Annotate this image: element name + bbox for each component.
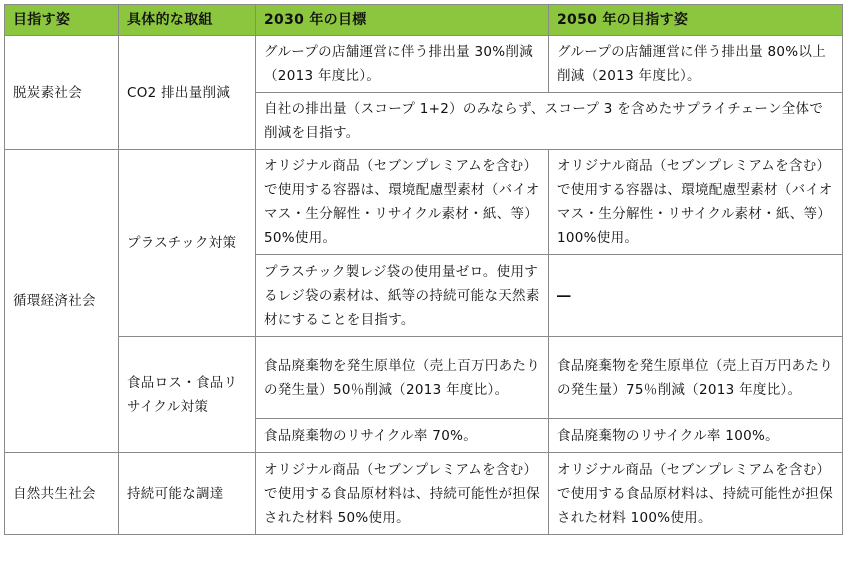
action-plastic: プラスチック対策 xyxy=(119,150,256,337)
nature-2030: オリジナル商品（セブンプレミアムを含む）で使用する食品原材料は、持続可能性が担保された材料 50%使用。 xyxy=(256,453,549,535)
bag-2050: ― xyxy=(549,255,843,337)
action-food: 食品ロス・食品リサイクル対策 xyxy=(119,337,256,453)
table-row xyxy=(5,36,843,93)
goal-nature: 自然共生社会 xyxy=(5,453,119,535)
header-action: 具体的な取組 xyxy=(119,5,256,36)
recycle-2050: 食品廃棄物のリサイクル率 100%。 xyxy=(549,419,843,453)
plastic-2030: オリジナル商品（セブンプレミアムを含む）で使用する容器は、環境配慮型素材（バイオマス・生分解性・リサイクル素材・紙、等）50%使用。 xyxy=(256,150,549,255)
decarbon-2030: グループの店舗運営に伴う排出量 30%削減（2013 年度比）。 xyxy=(256,36,549,93)
header-goal: 目指す姿 xyxy=(5,5,119,36)
recycle-2030: 食品廃棄物のリサイクル率 70%。 xyxy=(256,419,549,453)
food-2030: 食品廃棄物を発生原単位（売上百万円あたりの発生量）50％削減（2013 年度比）。 xyxy=(256,337,549,419)
bag-2030: プラスチック製レジ袋の使用量ゼロ。使用するレジ袋の素材は、紙等の持続可能な天然素材にすることを目指す。 xyxy=(256,255,549,337)
header-2030: 2030 年の目標 xyxy=(256,5,549,36)
header-row xyxy=(5,5,843,36)
table-row xyxy=(5,453,843,535)
goal-decarbon: 脱炭素社会 xyxy=(5,36,119,150)
action-procurement: 持続可能な調達 xyxy=(119,453,256,535)
environmental-goals-table xyxy=(4,4,843,535)
table-row xyxy=(5,337,843,419)
header-2050: 2050 年の目指す姿 xyxy=(549,5,843,36)
table-row xyxy=(5,150,843,255)
plastic-2050: オリジナル商品（セブンプレミアムを含む）で使用する容器は、環境配慮型素材（バイオマス・生分解性・リサイクル素材・紙、等）100%使用。 xyxy=(549,150,843,255)
goal-circular: 循環経済社会 xyxy=(5,150,119,453)
action-co2: CO2 排出量削減 xyxy=(119,36,256,150)
food-2050: 食品廃棄物を発生原単位（売上百万円あたりの発生量）75％削減（2013 年度比）。 xyxy=(549,337,843,419)
decarbon-scope: 自社の排出量（スコープ 1+2）のみならず、スコープ 3 を含めたサプライチェーン全体で削減を目指す。 xyxy=(256,93,843,150)
goals-table-container xyxy=(4,4,843,535)
nature-2050: オリジナル商品（セブンプレミアムを含む）で使用する食品原材料は、持続可能性が担保された材料 100%使用。 xyxy=(549,453,843,535)
decarbon-2050: グループの店舗運営に伴う排出量 80%以上削減（2013 年度比）。 xyxy=(549,36,843,93)
